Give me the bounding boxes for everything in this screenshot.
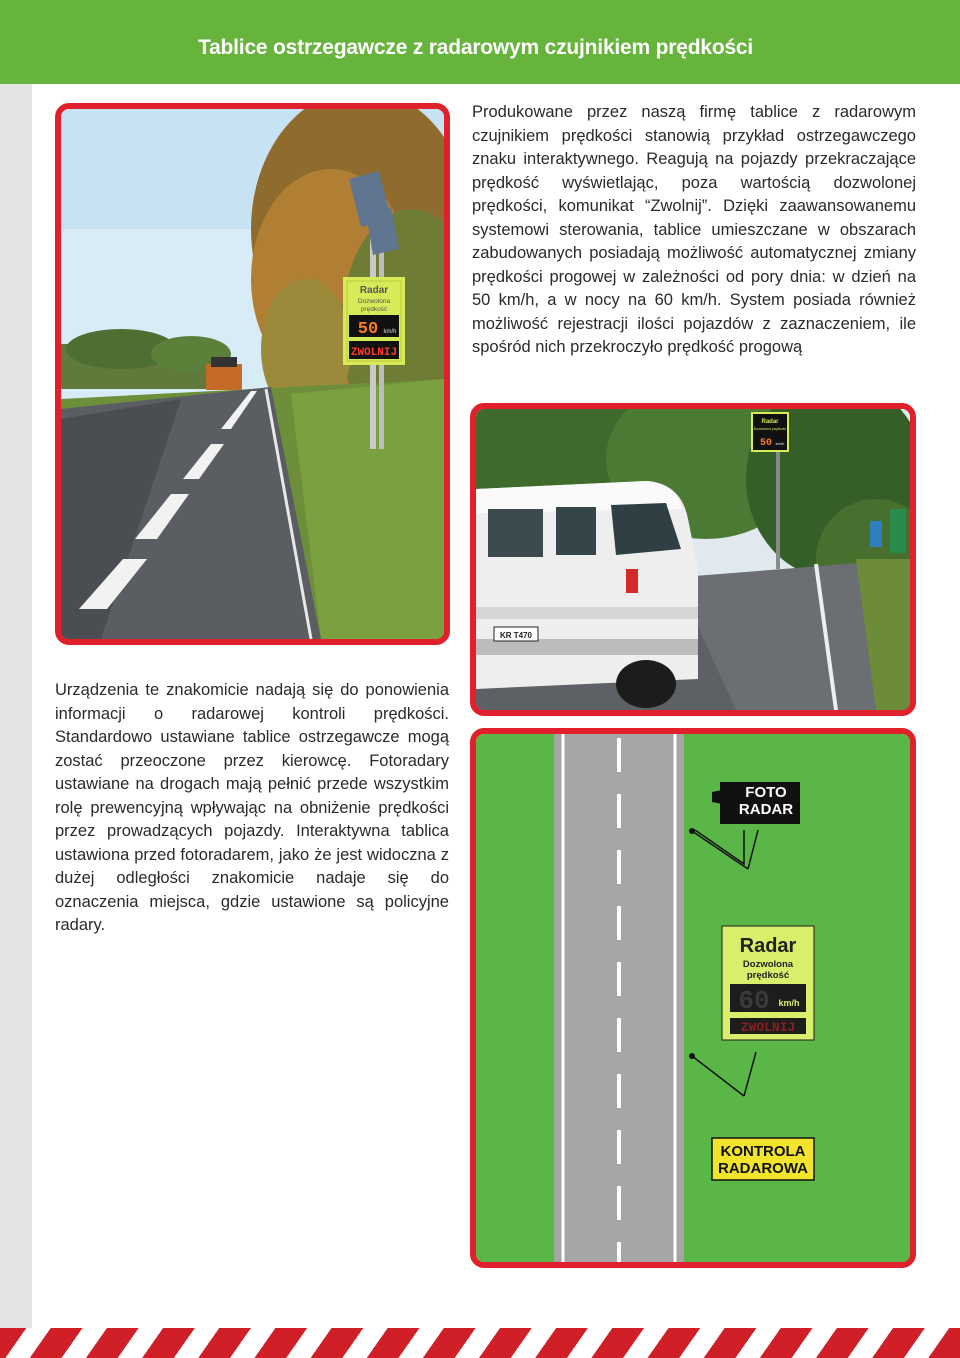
bottom-warning-stripes xyxy=(0,1328,960,1358)
foto-radar-line2: RADAR xyxy=(738,801,794,818)
photo-van-road xyxy=(470,403,916,716)
kontrola-radarowa-sign xyxy=(712,1138,814,1180)
page-header xyxy=(0,0,960,84)
intro-paragraph: Produkowane przez naszą firmę tablice z radarowym czujnikiem prędkości stanowią przykład ostrzegawczego znaku interaktywnego. Reagują na pojazdy przekraczające prędkość wyświetlając, poza wartością dozwolonej prędkości, komunikat “Zwolnij”. Dzięki zaawansowanemu systemowi sterowania, tablice umieszczane w obszarach zabudowanych posiadają możliwość automatycznej zmiany prędkości progowej w zależności od pory dnia: w dzień na 50 km/h, a w nocy na 60 km/h. System posiada również możliwość rejestracji ilości pojazdów z zaznaczeniem, ile spośród nich przekroczyło prędkość progową xyxy=(472,103,916,356)
radar-sign-line1: Dozwolona xyxy=(742,959,794,970)
photo1-sign-title: Radar xyxy=(359,285,389,296)
photo-van-road-image xyxy=(476,409,910,710)
diagram-grass xyxy=(476,734,910,1262)
radar-sign-message: ZWOLNIJ xyxy=(740,1020,796,1035)
radar-sign-title: Radar xyxy=(739,935,797,957)
page-title: Tablice ostrzegawcze z radarowym czujnikiem prędkości xyxy=(198,36,754,59)
photo2-sign-speed: 50 xyxy=(759,438,773,449)
photo1-sign-message: ZWOLNIJ xyxy=(350,347,398,359)
radar-placement-diagram-image xyxy=(476,734,910,1262)
photo2-sign-title: Radar xyxy=(761,419,779,425)
photo1-sign-line2: prędkość xyxy=(360,306,388,313)
side-strip xyxy=(0,84,32,1328)
devices-paragraph: Urządzenia te znakomicie nadają się do ponowienia informacji o radarowej kontroli prędkości. Standardowo ustawiane tablice ostrzegawcze mogą zostać przeoczone przez kierowcę. Fotoradary ustawiane na drogach mają pełnić przede wszystkim rolę prewencyjną wpływając na obniżenie prędkości przez prowadzących pojazdy. Interaktywna tablica ustawiona przed fotoradarem, jako że jest widoczna z dużej odległości znakomicie nadaje się do oznaczenia miejsca, gdzie ustawione są policyjne radary. xyxy=(55,681,449,934)
photo-road-radar-sign-image xyxy=(61,109,444,639)
photo2-sign-line: Dozwolona prędkość xyxy=(753,427,787,431)
photo1-sign-unit: km/h xyxy=(383,329,397,335)
radar-sign-line2: prędkość xyxy=(746,970,790,981)
photo2-license-plate: KR T470 xyxy=(499,631,533,640)
photo-road-radar-sign xyxy=(55,103,450,645)
radar-sign-speed: 60 xyxy=(738,986,770,1016)
foto-radar-line1: FOTO xyxy=(745,784,787,801)
kontrola-line2: RADAROWA xyxy=(718,1160,808,1177)
photo1-sign-speed: 50 xyxy=(357,320,379,339)
kontrola-line1: KONTROLA xyxy=(720,1143,806,1160)
photo2-sign-unit: km/h xyxy=(775,441,785,446)
radar-speed-sign xyxy=(722,926,814,1040)
photo1-sign-line1: Dozwolona xyxy=(357,298,391,305)
radar-sign-unit: km/h xyxy=(778,998,800,1008)
foto-radar-sign xyxy=(712,782,800,824)
radar-placement-diagram xyxy=(470,728,916,1268)
